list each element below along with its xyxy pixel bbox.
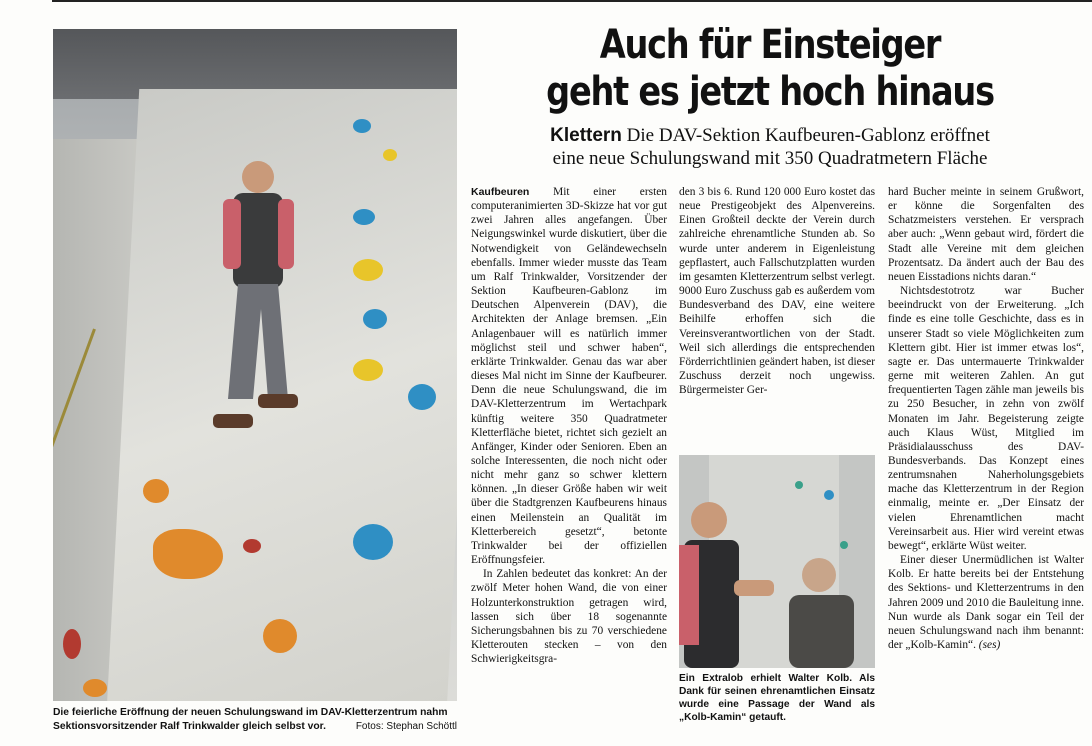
small-photo-caption: Ein Extralob erhielt Walter Kolb. Als Dank für seinen ehrenamtlichen Einsatz wurde eine Passage der Wand als „Kolb-Kamin“ getauft. — [679, 673, 875, 723]
paragraph: hard Bucher meinte in seinem Grußwort, er könne die Sorgenfalten des Schatzmeisters verstehen. Er versprach aber auch: „Wenn gebaut wird, fördert die Stadt alle Vereine mit dem gleichen Prozentsatz. Da ändert auch der Bau des neuen Eisstadions nichts daran.“ — [888, 186, 1084, 283]
climbing-hold — [143, 479, 169, 503]
headline — [518, 22, 1022, 116]
paragraph: Nichtsdestotrotz war Bucher beeindruckt von der Erweiterung. „Ich finde es eine tolle Geschichte, dass es in unserer Stadt so viele Möglichkeiten zum Klettern gibt. Hier ist immer etwas los“, sagte er. Das untermauerte Trinkwalder gerne mit weiteren Zahlen. An gut frequentierten Tagen zähle man jeweils bis zu 250 Besucher, in zehn von zwölf Monaten im Jahr. Begeisterung zeigte auch Klaus Wüst, Mitglied im Präsidialausschuss des DAV-Bundesverbands. Das Konzept eines zentrumsnahen Naherholungsgebiets mache das Kletterzentrum in der Region einmalig, meinte er. „Der Einsatz der vielen Ehrenamtlichen macht Vereinsarbeit aus. Hier wird vereint etwas bewegt“, erklärte Wüst weiter. — [888, 285, 1084, 552]
climbing-hold — [353, 119, 371, 133]
kicker: Klettern — [550, 125, 622, 146]
headline-line-2: geht es jetzt hoch hinaus — [546, 69, 994, 115]
headline-line-1: Auch für Einsteiger — [599, 22, 941, 68]
climbing-hold — [383, 149, 397, 161]
climbing-hold — [408, 384, 436, 410]
climbing-hold — [353, 259, 383, 281]
paragraph: den 3 bis 6. Rund 120 000 Euro kostet das neue Prestigeobjekt des Alpenvereins. Einen Großteil deckte der Verein durch zahlreiche ehrenamtliche Stunden ab. So wurde unter anderem in Eigenleistung gepflastert, auch Fallschutzplatten wurden im gesamten Kletterzentrum selbst verlegt. 9000 Euro Zuschuss gab es außerdem vom Bundesverband des DAV, eine weitere Beihilfe erhoffen sich die Vereinsverantwortlichen von der Stadt. Weil sich allerdings die entsprechenden Förderrichtlinien geändert haben, ist dieser Zuschuss derzeit noch ungewiss. Bürgermeister Ger- — [679, 186, 875, 397]
paragraph-text: Einer dieser Unermüdlichen ist Walter Kolb. Er hatte bereits bei der Entstehung des Sektions- und Kletterzentrums in den Jahren 2009 und 2010 die Bauleitung inne. Nun wurde als Dank sogar ein Teil der neuen Schulungswand nach ihm benannt: der „Kolb-Kamin“. — [888, 554, 1084, 651]
dateline: Kaufbeuren — [471, 186, 530, 198]
byline: (ses) — [978, 639, 1001, 651]
climber-figure — [183, 149, 313, 469]
main-photo-caption — [53, 706, 457, 734]
small-photo-image — [679, 455, 875, 668]
climbing-hold — [363, 309, 387, 329]
climbing-hold — [353, 209, 375, 225]
climbing-hold — [63, 629, 81, 659]
small-photo — [679, 455, 875, 668]
subhead-line-1: Die DAV-Sektion Kaufbeuren-Gablonz eröffnet — [626, 125, 990, 146]
climbing-hold — [83, 679, 107, 697]
caption-text: Die feierliche Eröffnung der neuen Schulungswand im DAV-Kletterzentrum nahm Sektionsvorsitzender Ralf Trinkwalder gleich selbst vor. — [53, 707, 448, 732]
article-column-3 — [888, 185, 1084, 652]
top-rule — [52, 0, 1092, 2]
paragraph — [471, 185, 667, 567]
climbing-hold — [263, 619, 297, 653]
climbing-hold — [353, 359, 383, 381]
paragraph: In Zahlen bedeutet das konkret: An der zwölf Meter hohen Wand, die von einer Holzunterkonstruktion getragen wird, lassen sich über 18 sogenannte Sicherungsbahnen bis zu 70 verschiedene Kletterouten stecken – von den Schwierigkeitsgra- — [471, 568, 667, 666]
article-column-2 — [679, 185, 875, 397]
climbing-hold — [153, 529, 223, 579]
paragraph — [888, 553, 1084, 652]
paragraph-text: Mit einer ersten computeranimierten 3D-Skizze hat vor gut zwei Jahren alles angefangen. Über Neigungswinkel wurde diskutiert, über die Notwendigkeit von Geländewechseln ebenfalls. Immer wieder musste das Team um Ralf Trinkwalder, Vorsitzender der Sektion Kaufbeuren-Gablonz im Deutschen Alpenverein (DAV), die Architekten der Anlage bremsen. „Ein Anlagenbauer will es natürlich immer möglichst steil und schwer haben“, erklärte Trinkwalder. Genau das war aber dieses Mal nicht im Sinne der Kaufbeurer. Denn die neue Schulungswand, die im DAV-Kletterzentrum im Wertachpark künftig weitere 350 Quadratmeter Kletterfläche bietet, richtet sich gezielt an Anfänger, Kinder oder Senioren. Eben an solche Interessenten, die noch nicht oder nicht mehr ganz so schwer klettern können. „In dieser Größe haben wir weit über die Stadtgrenzen Kaufbeurens hinaus einen Meilenstein an Qualität im Kletterbereich gesetzt“, betonte Trinkwalder bei der offiziellen Eröffnungsfeier. — [471, 186, 667, 567]
article-column-1 — [471, 185, 667, 666]
subheadline — [470, 124, 1070, 170]
main-photo — [53, 29, 457, 701]
climbing-hold — [243, 539, 261, 553]
subhead-line-2: eine neue Schulungswand mit 350 Quadratmetern Fläche — [552, 148, 988, 169]
photo-credit: Fotos: Stephan Schöttl — [355, 721, 457, 732]
climbing-hold — [353, 524, 393, 560]
